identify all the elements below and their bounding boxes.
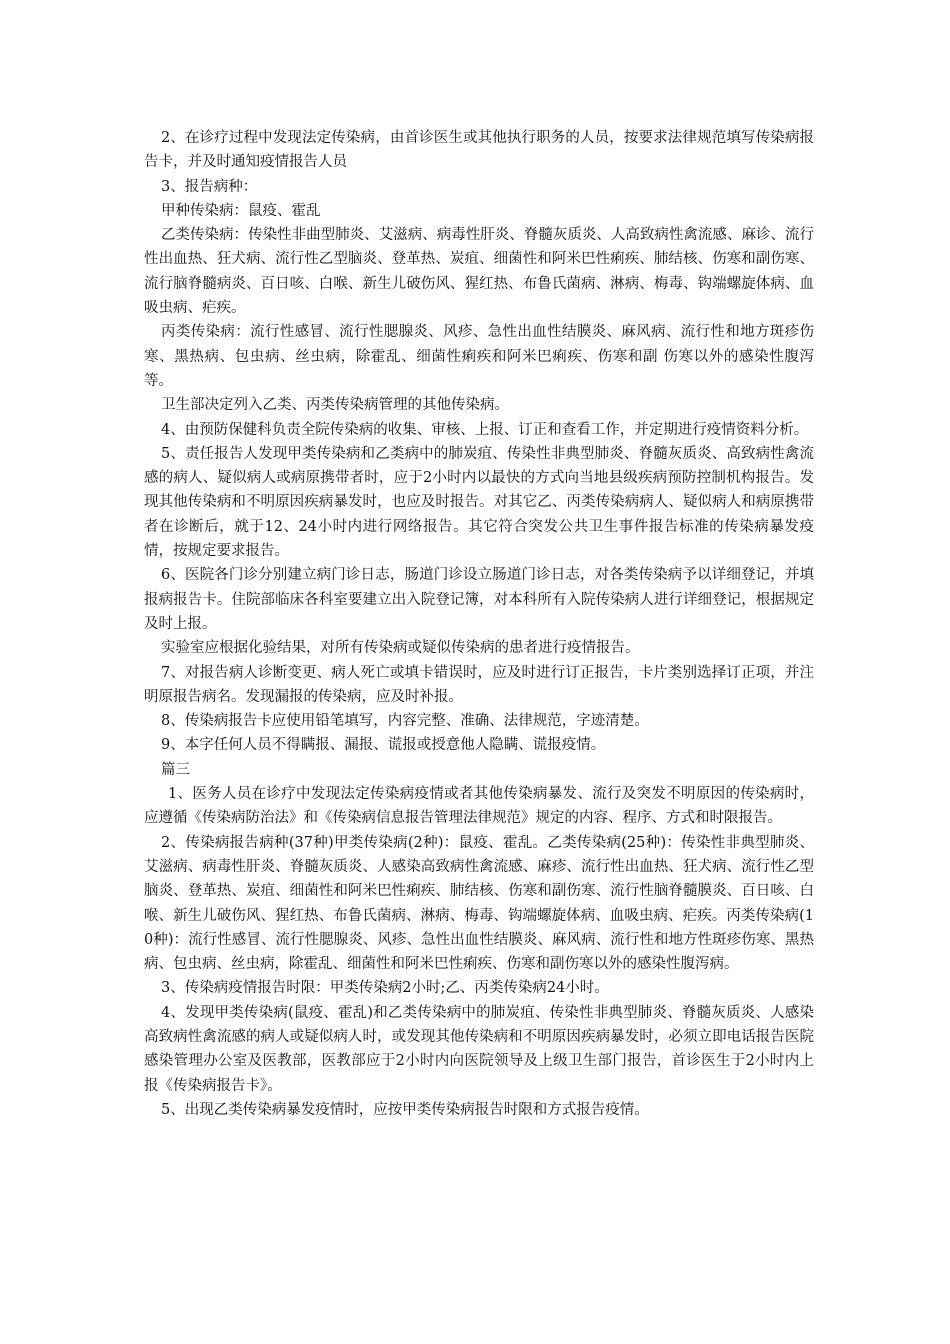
paragraph: 篇三	[161, 761, 190, 778]
paragraph: 丙类传染病：流行性感冒、流行性腮腺炎、风疹、急性出血性结膜炎、麻风病、流行性和地方斑疹伤寒、黑热病、包虫病、丝虫病，除霍乱、细菌性痢疾和阿米巴痢疾、伤寒和副 伤寒以外的感染性腹泻等。	[144, 324, 814, 389]
paragraph: 实验室应根据化验结果，对所有传染病或疑似传染病的患者进行疫情报告。	[161, 640, 640, 657]
document-body	[144, 126, 814, 1122]
paragraph: 3、传染病疫情报告时限：甲类传染病2小时;乙、丙类传染病24小时。	[161, 980, 609, 997]
paragraph: 5、出现乙类传染病暴发疫情时，应按甲类传染病报告时限和方式报告疫情。	[161, 1101, 649, 1118]
paragraph: 8、传染病报告卡应使用铅笔填写，内容完整、准确、法律规范，字迹清楚。	[161, 713, 649, 730]
paragraph: 5、责任报告人发现甲类传染病和乙类病中的肺炭疽、传染性非典型肺炎、脊髓灰质炎、高致病性禽流感的病人、疑似病人或病原携带者时，应于2小时内以最快的方式向当地县级疾病预防控制机构报告。发现其他传染病和不明原因疾病暴发时，也应及时报告。对其它乙、丙类传染病病人、疑似病人和病原携带者在诊断后，就于12、24小时内进行网络报告。其它符合突发公共卫生事件报告标准的传染病暴发疫情，按规定要求报告。	[144, 445, 814, 560]
paragraph: 4、由预防保健科负责全院传染病的收集、审核、上报、订正和查看工作，并定期进行疫情资料分析。	[161, 421, 809, 438]
paragraph: 卫生部决定列入乙类、丙类传染病管理的其他传染病。	[161, 397, 509, 414]
paragraph: 3、报告病种：	[161, 178, 258, 195]
paragraph: 乙类传染病：传染性非曲型肺炎、艾滋病、病毒性肝炎、脊髓灰质炎、人高致病性禽流感、麻诊、流行性出血热、狂犬病、流行性乙型脑炎、登革热、炭疽、细菌性和阿米巴性痢疾、肺结核、伤寒和副伤寒、流行脑脊髓病炎、百日咳、白喉、新生儿破伤风、猩红热、布鲁氏菌病、淋病、梅毒、钩端螺旋体病、血吸虫病、疟疾。	[144, 227, 814, 317]
paragraph: 2、传染病报告病种(37种)甲类传染病(2种)：鼠疫、霍乱。乙类传染病(25种)：传染性非典型肺炎、艾滋病、病毒性肝炎、脊髓灰质炎、人感染高致病性禽流感、麻疹、流行性出血热、狂犬病、流行性乙型脑炎、登革热、炭疽、细菌性和阿米巴性痢疾、肺结核、伤寒和副伤寒、流行性脑脊髓膜炎、百日咳、白喉、新生儿破伤风、猩红热、布鲁氏菌病、淋病、梅毒、钩端螺旋体病、血吸虫病、疟疾。丙类传染病(10种)：流行性感冒、流行性腮腺炎、风疹、急性出血性结膜炎、麻风病、流行性和地方性斑疹伤寒、黑热病、包虫病、丝虫病，除霍乱、细菌性和阿米巴性痢疾、伤寒和副伤寒以外的感染性腹泻病。	[144, 834, 814, 973]
paragraph: 9、本字任何人员不得瞒报、漏报、谎报或授意他人隐瞒、谎报疫情。	[161, 737, 606, 754]
paragraph: 甲种传染病：鼠疫、霍乱	[161, 202, 321, 219]
paragraph: 7、对报告病人诊断变更、病人死亡或填卡错误时，应及时进行订正报告，卡片类别选择订正项，并注明原报告病名。发现漏报的传染病，应及时补报。	[144, 664, 814, 705]
paragraph: 6、医院各门诊分别建立病门诊日志，肠道门诊设立肠道门诊日志，对各类传染病予以详细登记，并填报病报告卡。住院部临床各科室要建立出入院登记簿，对本科所有入院传染病人进行详细登记，根据规定及时上报。	[144, 567, 814, 632]
paragraph: 2、在诊疗过程中发现法定传染病，由首诊医生或其他执行职务的人员，按要求法律规范填写传染病报告卡，并及时通知疫情报告人员	[144, 130, 814, 171]
paragraph: 1、医务人员在诊疗中发现法定传染病疫情或者其他传染病暴发、流行及突发不明原因的传染病时，应遵循《传染病防治法》和《传染病信息报告管理法律规范》规定的内容、程序、方式和时限报告。	[144, 786, 814, 827]
paragraph: 4、发现甲类传染病(鼠疫、霍乱)和乙类传染病中的肺炭疽、传染性非典型肺炎、脊髓灰质炎、人感染高致病性禽流感的病人或疑似病人时，或发现其他传染病和不明原因疾病暴发时，必须立即电话报告医院感染管理办公室及医教部，医教部应于2小时内向医院领导及上级卫生部门报告，首诊医生于2小时内上报《传染病报告卡》。	[144, 1004, 814, 1094]
